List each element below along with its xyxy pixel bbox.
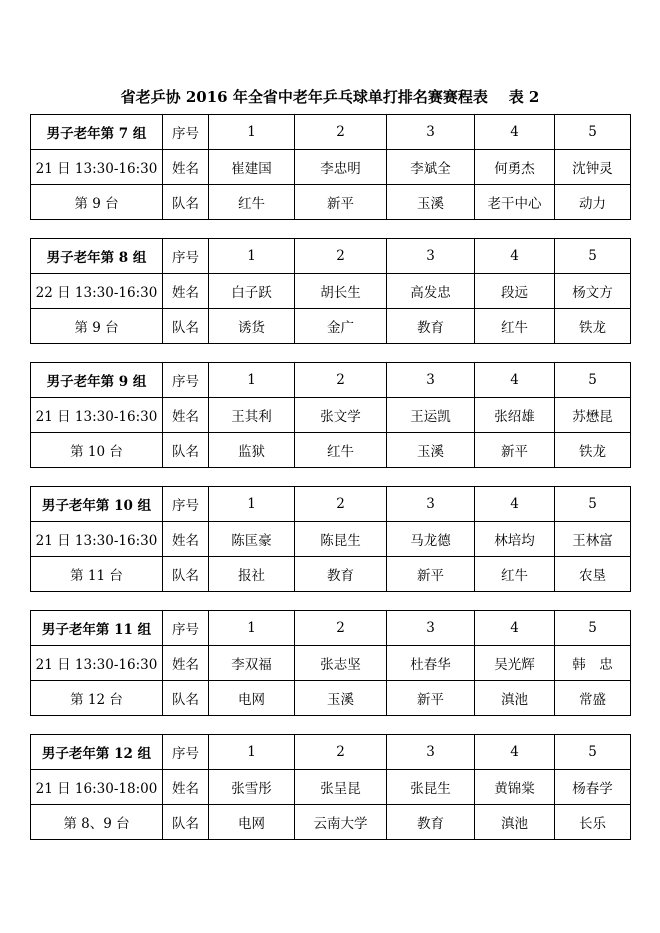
match-time: 21 日 13:30-16:30 [31, 150, 163, 185]
player-name: 李双福 [209, 646, 295, 681]
player-name: 张文学 [295, 398, 387, 433]
group-table [30, 610, 631, 716]
seq-number: 1 [209, 611, 295, 646]
seq-number: 5 [555, 239, 631, 274]
player-name: 高发忠 [387, 274, 475, 309]
seq-label: 序号 [163, 735, 209, 770]
team-name: 云南大学 [295, 805, 387, 840]
page-title: 省老乒协 2016 年全省中老年乒乓球单打排名赛赛程表 表 2 [120, 88, 540, 106]
seq-number: 2 [295, 735, 387, 770]
team-name: 报社 [209, 557, 295, 592]
player-name: 胡长生 [295, 274, 387, 309]
seq-label: 序号 [163, 363, 209, 398]
seq-number: 3 [387, 239, 475, 274]
group-name: 男子老年第 12 组 [31, 735, 163, 770]
player-name: 王其利 [209, 398, 295, 433]
team-name: 常盛 [555, 681, 631, 716]
group-name: 男子老年第 9 组 [31, 363, 163, 398]
team-label: 队名 [163, 433, 209, 468]
seq-number: 5 [555, 487, 631, 522]
seq-row [31, 115, 631, 150]
group-table [30, 734, 631, 840]
player-name: 张绍雄 [475, 398, 555, 433]
seq-label: 序号 [163, 487, 209, 522]
team-name: 滇池 [475, 681, 555, 716]
player-name: 张雪彤 [209, 770, 295, 805]
seq-number: 3 [387, 611, 475, 646]
table-number: 第 8、9 台 [31, 805, 163, 840]
team-name: 诱货 [209, 309, 295, 344]
player-name: 马龙德 [387, 522, 475, 557]
match-time: 22 日 13:30-16:30 [31, 274, 163, 309]
seq-number: 2 [295, 363, 387, 398]
seq-row [31, 735, 631, 770]
seq-number: 1 [209, 239, 295, 274]
player-name: 张昆生 [387, 770, 475, 805]
team-name: 玉溪 [295, 681, 387, 716]
group-table [30, 238, 631, 344]
seq-number: 5 [555, 363, 631, 398]
team-name: 电网 [209, 805, 295, 840]
name-label: 姓名 [163, 398, 209, 433]
team-name: 新平 [295, 185, 387, 220]
player-name: 吴光辉 [475, 646, 555, 681]
player-name: 李斌全 [387, 150, 475, 185]
player-row [31, 274, 631, 309]
player-name: 杜春华 [387, 646, 475, 681]
team-name: 新平 [387, 557, 475, 592]
name-label: 姓名 [163, 646, 209, 681]
team-name: 长乐 [555, 805, 631, 840]
group-name: 男子老年第 11 组 [31, 611, 163, 646]
group-name: 男子老年第 8 组 [31, 239, 163, 274]
group-name: 男子老年第 7 组 [31, 115, 163, 150]
player-name: 沈钟灵 [555, 150, 631, 185]
team-name: 教育 [387, 309, 475, 344]
group-table [30, 362, 631, 468]
team-name: 老干中心 [475, 185, 555, 220]
team-row [31, 309, 631, 344]
table-number: 第 9 台 [31, 185, 163, 220]
team-name: 红牛 [209, 185, 295, 220]
team-name: 动力 [555, 185, 631, 220]
group-table [30, 114, 631, 220]
player-name: 陈昆生 [295, 522, 387, 557]
name-label: 姓名 [163, 274, 209, 309]
team-name: 铁龙 [555, 309, 631, 344]
player-name: 杨春学 [555, 770, 631, 805]
team-row [31, 433, 631, 468]
table-number: 第 10 台 [31, 433, 163, 468]
team-name: 电网 [209, 681, 295, 716]
match-time: 21 日 13:30-16:30 [31, 522, 163, 557]
team-row [31, 805, 631, 840]
seq-number: 3 [387, 363, 475, 398]
team-name: 红牛 [475, 309, 555, 344]
team-name: 农垦 [555, 557, 631, 592]
seq-number: 5 [555, 611, 631, 646]
player-row [31, 150, 631, 185]
team-name: 新平 [475, 433, 555, 468]
seq-number: 4 [475, 239, 555, 274]
player-name: 苏懋昆 [555, 398, 631, 433]
player-name: 王林富 [555, 522, 631, 557]
team-row [31, 681, 631, 716]
seq-number: 3 [387, 115, 475, 150]
seq-number: 4 [475, 115, 555, 150]
seq-number: 5 [555, 735, 631, 770]
name-label: 姓名 [163, 150, 209, 185]
player-name: 段远 [475, 274, 555, 309]
match-time: 21 日 16:30-18:00 [31, 770, 163, 805]
team-name: 教育 [295, 557, 387, 592]
player-name: 李忠明 [295, 150, 387, 185]
name-label: 姓名 [163, 770, 209, 805]
table-number: 第 11 台 [31, 557, 163, 592]
seq-number: 4 [475, 735, 555, 770]
player-name: 杨文方 [555, 274, 631, 309]
team-row [31, 185, 631, 220]
team-name: 滇池 [475, 805, 555, 840]
player-row [31, 770, 631, 805]
seq-number: 1 [209, 487, 295, 522]
seq-label: 序号 [163, 115, 209, 150]
player-name: 白子跃 [209, 274, 295, 309]
seq-number: 3 [387, 735, 475, 770]
seq-number: 4 [475, 363, 555, 398]
seq-number: 2 [295, 239, 387, 274]
team-label: 队名 [163, 185, 209, 220]
seq-row [31, 611, 631, 646]
team-label: 队名 [163, 805, 209, 840]
team-label: 队名 [163, 309, 209, 344]
player-name: 黄锦棠 [475, 770, 555, 805]
seq-row [31, 363, 631, 398]
player-name: 张呈昆 [295, 770, 387, 805]
player-name: 陈匡豪 [209, 522, 295, 557]
team-name: 铁龙 [555, 433, 631, 468]
player-name: 何勇杰 [475, 150, 555, 185]
seq-label: 序号 [163, 239, 209, 274]
team-row [31, 557, 631, 592]
player-row [31, 398, 631, 433]
seq-label: 序号 [163, 611, 209, 646]
seq-number: 1 [209, 363, 295, 398]
team-name: 红牛 [295, 433, 387, 468]
team-name: 监狱 [209, 433, 295, 468]
seq-number: 3 [387, 487, 475, 522]
team-name: 玉溪 [387, 433, 475, 468]
player-row [31, 646, 631, 681]
seq-number: 5 [555, 115, 631, 150]
group-table [30, 486, 631, 592]
seq-number: 1 [209, 735, 295, 770]
team-label: 队名 [163, 681, 209, 716]
seq-number: 2 [295, 611, 387, 646]
match-time: 21 日 13:30-16:30 [31, 398, 163, 433]
player-row [31, 522, 631, 557]
table-number: 第 9 台 [31, 309, 163, 344]
player-name: 韩 忠 [555, 646, 631, 681]
group-name: 男子老年第 10 组 [31, 487, 163, 522]
seq-row [31, 239, 631, 274]
seq-number: 2 [295, 487, 387, 522]
player-name: 张志坚 [295, 646, 387, 681]
seq-number: 4 [475, 487, 555, 522]
team-name: 新平 [387, 681, 475, 716]
seq-number: 2 [295, 115, 387, 150]
seq-number: 4 [475, 611, 555, 646]
team-name: 教育 [387, 805, 475, 840]
player-name: 林培均 [475, 522, 555, 557]
team-label: 队名 [163, 557, 209, 592]
table-number: 第 12 台 [31, 681, 163, 716]
team-name: 红牛 [475, 557, 555, 592]
team-name: 玉溪 [387, 185, 475, 220]
player-name: 王运凯 [387, 398, 475, 433]
match-time: 21 日 13:30-16:30 [31, 646, 163, 681]
seq-row [31, 487, 631, 522]
team-name: 金广 [295, 309, 387, 344]
seq-number: 1 [209, 115, 295, 150]
name-label: 姓名 [163, 522, 209, 557]
player-name: 崔建国 [209, 150, 295, 185]
